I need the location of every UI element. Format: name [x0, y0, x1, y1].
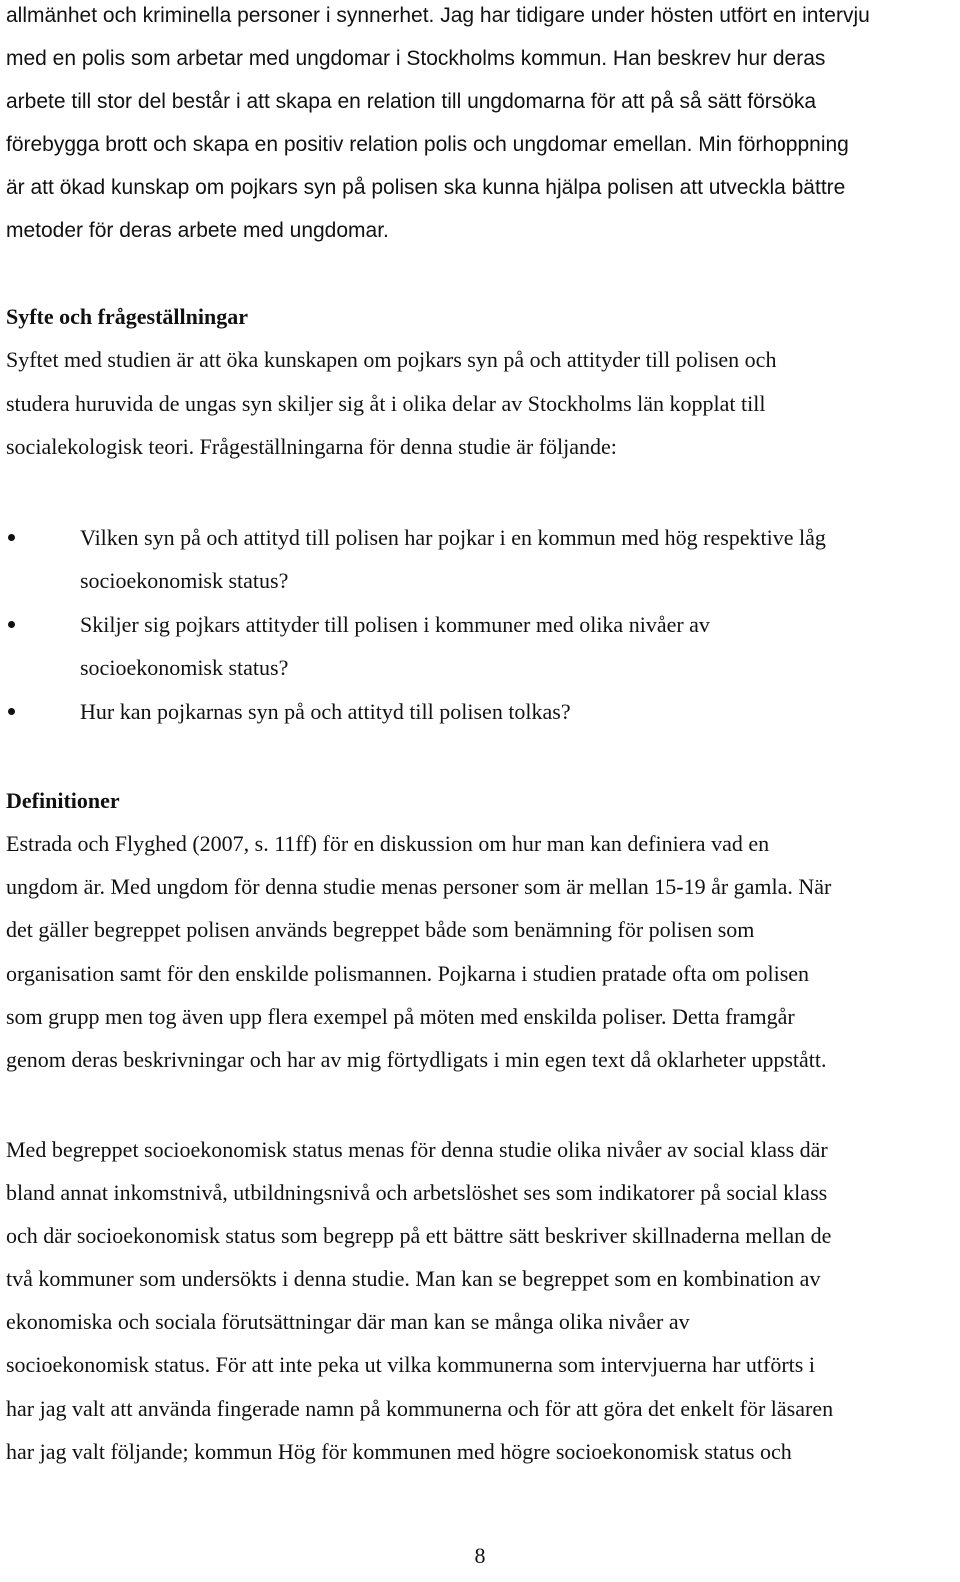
text-line: det gäller begreppet polisen används begreppet både som benämning för polisen som [6, 917, 755, 942]
list-item-text: Vilken syn på och attityd till polisen har pojkar i en kommun med hög respektive låg [80, 525, 826, 550]
text-line: Syftet med studien är att öka kunskapen om pojkars syn på och attityder till polisen och [6, 347, 777, 372]
bullet-icon [8, 708, 15, 715]
text-line: socioekonomisk status. För att inte peka ut vilka kommunerna som intervjuerna har utförts i [6, 1352, 815, 1377]
text-line: har jag valt följande; kommun Hög för kommunen med högre socioekonomisk status och [6, 1439, 792, 1464]
list-item-text: socioekonomisk status? [80, 568, 289, 593]
text-line: Med begreppet socioekonomisk status menas för denna studie olika nivåer av social klass där [6, 1137, 828, 1162]
text-line: genom deras beskrivningar och har av mig förtydligats i min egen text då oklarheter uppstått. [6, 1047, 827, 1072]
text-line: socialekologisk teori. Frågeställningarna för denna studie är följande: [6, 434, 617, 459]
section-heading: Syfte och frågeställningar [6, 304, 248, 329]
bullet-icon [8, 534, 15, 541]
text-line: har jag valt att använda fingerade namn på kommunerna och för att göra det enkelt för läsaren [6, 1396, 834, 1421]
text-line: med en polis som arbetar med ungdomar i Stockholms kommun. Han beskrev hur deras [6, 47, 826, 70]
text-line: är att ökad kunskap om pojkars syn på polisen ska kunna hjälpa polisen att utveckla bättre [6, 176, 846, 199]
text-line: ungdom är. Med ungdom för denna studie menas personer som är mellan 15-19 år gamla. När [6, 874, 832, 899]
bullet-icon [8, 621, 15, 628]
page-number: 8 [474, 1543, 486, 1568]
list-item-text: socioekonomisk status? [80, 655, 289, 680]
list-item-text: Skiljer sig pojkars attityder till polisen i kommuner med olika nivåer av [80, 612, 710, 637]
text-line: två kommuner som undersökts i denna studie. Man kan se begreppet som en kombination av [6, 1266, 821, 1291]
text-line: och där socioekonomisk status som begrepp på ett bättre sätt beskriver skillnaderna mellan de [6, 1223, 832, 1248]
text-line: allmänhet och kriminella personer i synnerhet. Jag har tidigare under hösten utfört en intervju [6, 4, 870, 27]
section-heading: Definitioner [6, 788, 120, 813]
text-line: organisation samt för den enskilde polismannen. Pojkarna i studien pratade ofta om polisen [6, 961, 810, 986]
text-line: Estrada och Flyghed (2007, s. 11ff) för en diskussion om hur man kan definiera vad en [6, 831, 770, 856]
text-line: studera huruvida de ungas syn skiljer sig åt i olika delar av Stockholms län kopplat till [6, 391, 766, 416]
text-line: bland annat inkomstnivå, utbildningsnivå och arbetslöshet ses som indikatorer på social klass [6, 1180, 828, 1205]
text-line: som grupp men tog även upp flera exempel på möten med enskilda poliser. Detta framgår [6, 1004, 795, 1029]
text-line: arbete till stor del består i att skapa en relation till ungdomarna för att på så sätt försöka [6, 90, 817, 113]
text-line: ekonomiska och sociala förutsättningar där man kan se många olika nivåer av [6, 1309, 690, 1334]
list-item-text: Hur kan pojkarnas syn på och attityd till polisen tolkas? [80, 699, 571, 724]
text-line: förebygga brott och skapa en positiv relation polis och ungdomar emellan. Min förhoppning [6, 133, 849, 156]
text-line: metoder för deras arbete med ungdomar. [6, 219, 389, 242]
